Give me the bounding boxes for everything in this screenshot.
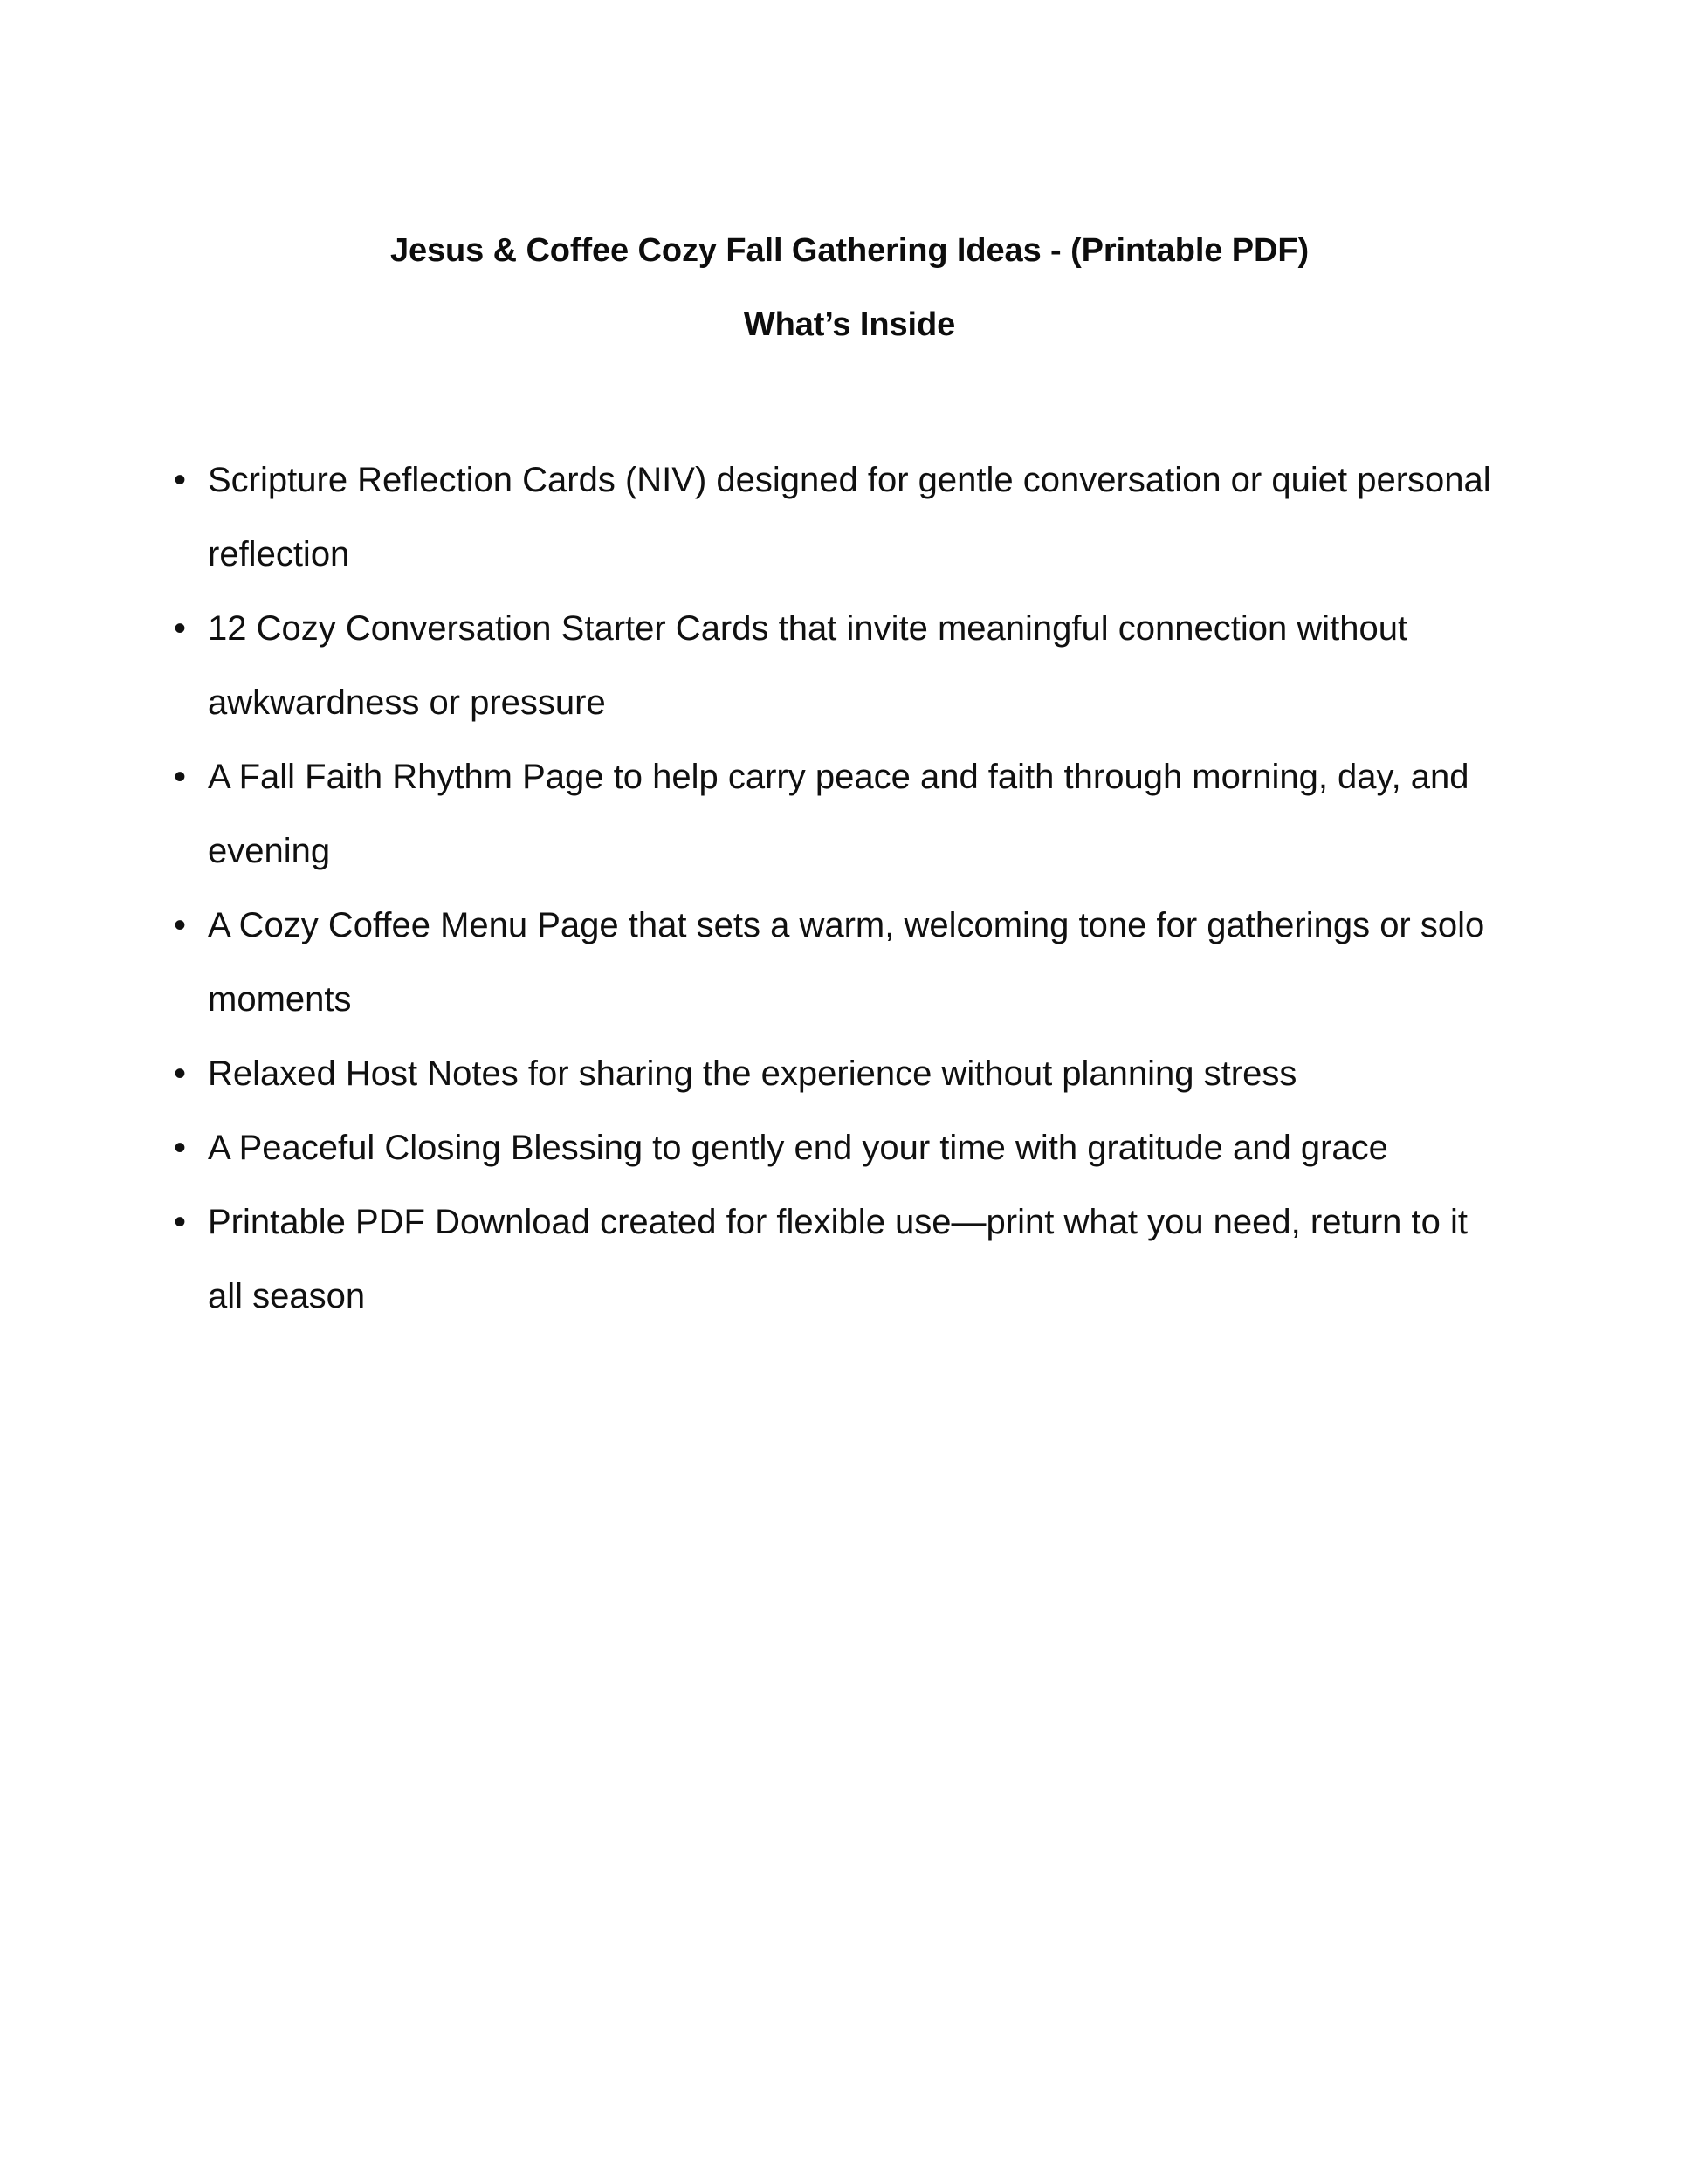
list-item [0, 443, 1699, 592]
list-item [0, 1185, 1699, 1334]
list-item [0, 889, 1699, 1037]
list-item-label: A Cozy Coffee Menu Page that sets a warm, welcoming tone for gatherings or solo moments [208, 906, 1485, 1019]
bullet-icon: • [174, 1129, 187, 1167]
document-heading-group [0, 0, 1699, 362]
bullet-icon: • [174, 758, 187, 796]
list-item [0, 740, 1699, 889]
list-item-label: Scripture Reflection Cards (NIV) designed for gentle conversation or quiet personal reflection [208, 461, 1491, 573]
bullet-icon: • [174, 609, 187, 648]
list-item-label: A Peaceful Closing Blessing to gently end your time with gratitude and grace [208, 1129, 1388, 1167]
bullet-icon: • [174, 461, 187, 499]
bullet-icon: • [174, 1203, 187, 1241]
list-item-label: Printable PDF Download created for flexible use—print what you need, return to it all season [208, 1203, 1468, 1315]
list-item [0, 1111, 1699, 1185]
bullet-icon: • [174, 906, 187, 944]
list-item [0, 592, 1699, 740]
list-item [0, 1037, 1699, 1111]
page-title: Jesus & Coffee Cozy Fall Gathering Ideas - (Printable PDF) [389, 232, 1310, 269]
list-item-label: A Fall Faith Rhythm Page to help carry peace and faith through morning, day, and evening [208, 758, 1469, 870]
whats-inside-list [0, 362, 1699, 1334]
page-subtitle: What’s Inside [743, 306, 956, 343]
list-item-label: 12 Cozy Conversation Starter Cards that invite meaningful connection without awkwardness or pressure [208, 609, 1408, 722]
bullet-icon: • [174, 1054, 187, 1093]
list-item-label: Relaxed Host Notes for sharing the experience without planning stress [208, 1054, 1297, 1093]
